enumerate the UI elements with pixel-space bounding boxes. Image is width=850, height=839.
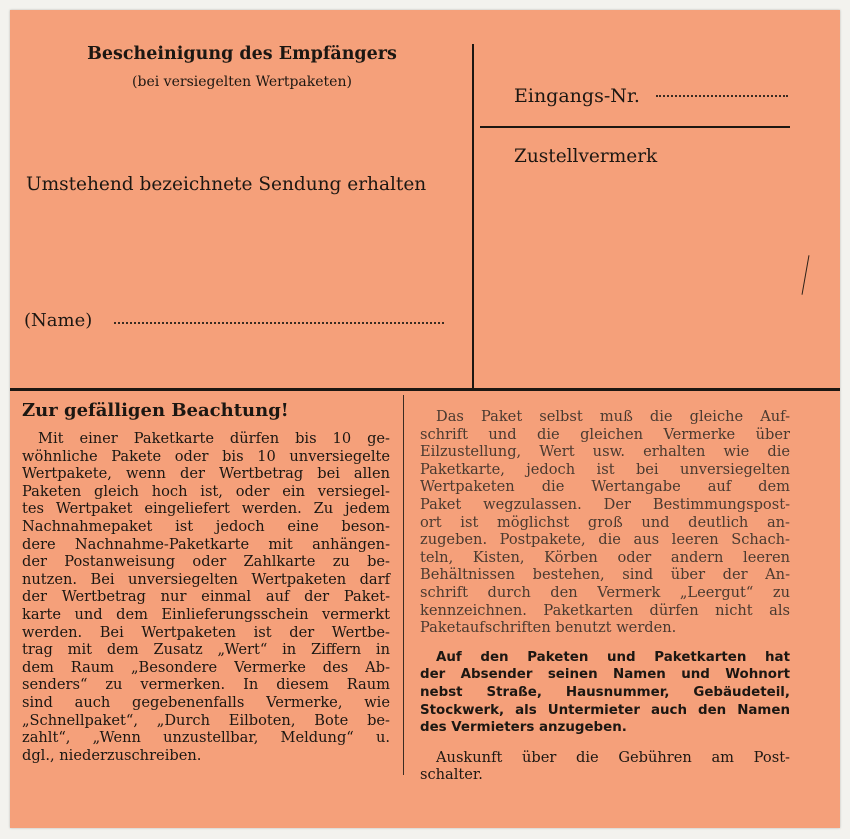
text-line: Paketaufschriften benutzt werden. [420,619,677,637]
text-line: Paketkarte, jedoch ist bei unversiegelten [420,460,790,478]
text-line: zahlt“, „Wenn unzustellbar, Meldung“ u. [22,729,390,747]
paragraph-package-labeling [420,408,790,637]
pen-mark [802,255,810,295]
notice-title: Zur gefälligen Beachtung! [22,400,289,421]
text-line: Mit einer Paketkarte dürfen bis 10 ge- [38,430,390,447]
paragraph-fees-info [420,749,790,784]
text-line: Paketen gleich hoch ist, oder ein versiegel- [22,482,390,500]
text-line: „Schnellpaket“, „Durch Eilboten, Bote be- [22,711,390,729]
text-line: der Absender seinen Namen und Wohnort [420,667,790,683]
text-line: kennzeichnen. Paketkarten dürfen nicht als [420,601,790,619]
text-line: Behältnissen bestehen, sind über der An- [420,566,790,584]
text-line: des Vermieters anzugeben. [420,720,627,736]
text-line: schrift durch den Vermerk „Leergut“ zu [420,583,790,601]
recipient-certificate-title: Bescheinigung des Empfängers [87,44,397,64]
text-line: Wertpaketen die Wertangabe auf dem [420,478,790,496]
zustellvermerk-label: Zustellvermerk [514,146,658,167]
text-line: werden. Bei Wertpaketen ist der Wertbe- [22,623,390,641]
text-line: nebst Straße, Hausnummer, Gebäudeteil, [420,684,790,700]
text-line: schalter. [420,766,483,784]
text-line: Eilzustellung, Wert usw. erhalten wie die [420,443,790,461]
text-line: zugeben. Postpakete, die aus leeren Schach- [420,531,790,549]
text-line: Stockwerk, als Untermieter auch den Namen [420,702,790,718]
text-line: dere Nachnahme-Paketkarte mit anhängen- [22,535,390,553]
text-line: Auf den Paketen und Paketkarten hat [436,649,790,665]
text-line: karte und dem Einlieferungsschein vermerkt [22,605,390,623]
horizontal-divider [10,388,840,391]
text-line: der Postanweisung oder Zahlkarte zu be- [22,553,390,571]
text-line: teln, Kisten, Körben oder andern leeren [420,548,790,566]
text-line: Das Paket selbst muß die gleiche Auf- [436,408,790,425]
receipt-statement: Umstehend bezeichnete Sendung erhalten [26,174,427,195]
text-line: senders“ zu vermerken. In diesem Raum [22,676,390,694]
text-line: Paket wegzulassen. Der Bestimmungspost- [420,495,790,513]
text-line: tes Wertpaket eingeliefert werden. Zu jedem [22,500,390,518]
notice-right-column [420,408,790,784]
text-line: Wertpakete, wenn der Wertbetrag bei allen [22,465,390,483]
name-dotted-line [114,322,444,324]
vertical-divider-bottom [403,395,404,775]
text-line: ort ist möglichst groß und deutlich an- [420,513,790,531]
text-line: der Wertbetrag nur einmal auf der Paket- [22,588,390,606]
text-line: dgl., niederzuschreiben. [22,746,202,764]
text-line: nutzen. Bei unversiegelten Wertpaketen darf [22,570,390,588]
recipient-certificate-subtitle: (bei versiegelten Wertpaketen) [132,74,352,90]
text-line: sind auch gegebenenfalls Vermerke, wie [22,693,390,711]
eingangs-nr-dotted-line [656,95,788,97]
text-line: Auskunft über die Gebühren am Post- [436,748,790,766]
eingangs-nr-label: Eingangs-Nr. [514,85,640,107]
name-label: (Name) [24,310,93,331]
text-line: schrift und die gleichen Vermerke über [420,425,790,443]
right-box-divider [480,126,790,128]
text-line: trag mit dem Zusatz „Wert“ in Ziffern in [22,641,390,659]
text-line: dem Raum „Besondere Vermerke des Ab- [22,658,390,676]
paragraph-sender-details [420,649,790,737]
parcel-card [10,10,840,828]
text-line: wöhnliche Pakete oder bis 10 unversiegelte [22,447,390,465]
notice-left-column [22,430,390,764]
text-line: Nachnahmepaket ist jedoch eine beson- [22,517,390,535]
vertical-divider-top [472,44,474,391]
